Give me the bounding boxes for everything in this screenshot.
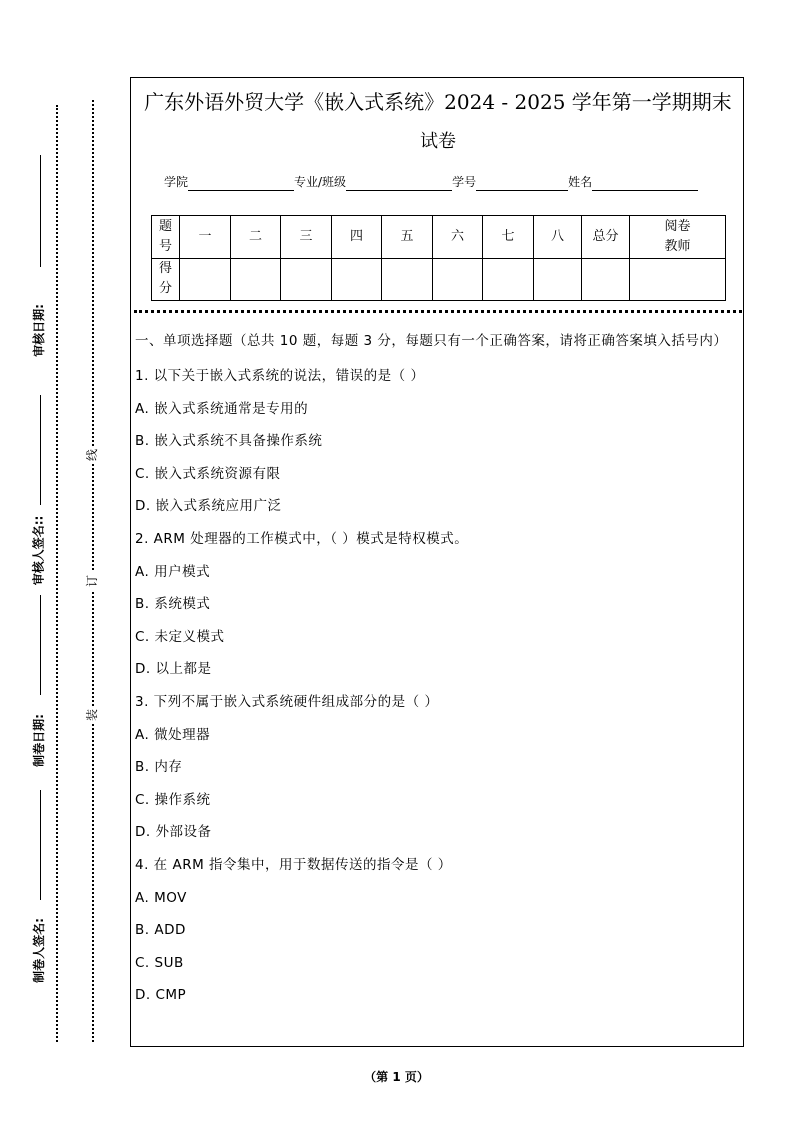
q4-option-a: A. MOV: [135, 889, 187, 906]
separator-dotted: [134, 310, 742, 313]
q1-option-d: D. 嵌入式系统应用广泛: [135, 498, 282, 515]
row-label-score: 得分: [152, 258, 180, 301]
q4-option-d: D. CMP: [135, 987, 187, 1004]
score-cell-total[interactable]: [582, 258, 630, 301]
student-info-row: [164, 173, 724, 191]
student-id-field[interactable]: [476, 176, 568, 191]
q2-option-b: B. 系统模式: [135, 596, 211, 613]
score-cell-7[interactable]: [483, 258, 534, 301]
row-label-question-no: 题号: [152, 216, 180, 259]
make-signature-line: [40, 790, 41, 900]
question-1: 1. 以下关于嵌入式系统的说法，错误的是（ ）: [135, 368, 425, 384]
score-cell-3[interactable]: [281, 258, 332, 301]
exam-subtitle: 试卷: [420, 131, 456, 152]
binding-char-ding: 订: [83, 572, 101, 590]
col-4: 四: [332, 216, 382, 259]
major-class-label: 专业/班级: [294, 175, 347, 189]
col-reviewer: [630, 216, 726, 259]
review-signature-line: [40, 395, 41, 505]
q4-option-c: C. SUB: [135, 954, 184, 971]
review-signature-label: 审核人签名::: [31, 515, 46, 585]
reviewer-line1: 阅卷: [664, 218, 691, 234]
q1-option-a: A. 嵌入式系统通常是专用的: [135, 400, 309, 417]
col-8: 八: [534, 216, 582, 259]
col-2: 二: [231, 216, 281, 259]
score-cell-6[interactable]: [433, 258, 483, 301]
section-1-title: 一、单项选择题（总共 10 题，每题 3 分，每题只有一个正确答案，请将正确答案填入括号内）: [135, 333, 728, 349]
q3-option-d: D. 外部设备: [135, 824, 212, 841]
col-total: 总分: [582, 216, 630, 259]
q3-option-a: A. 微处理器: [135, 726, 211, 743]
question-4: 4. 在 ARM 指令集中，用于数据传送的指令是（ ）: [135, 856, 452, 873]
question-3: 3. 下列不属于嵌入式系统硬件组成部分的是（ ）: [135, 693, 439, 710]
score-table-score-row: [152, 258, 726, 301]
exam-title: 广东外语外贸大学《嵌入式系统》2024 - 2025 学年第一学期期末: [144, 90, 732, 114]
reviewer-line2: 教师: [664, 238, 691, 254]
major-class-field[interactable]: [346, 176, 452, 191]
col-3: 三: [281, 216, 332, 259]
q1-option-c: C. 嵌入式系统资源有限: [135, 465, 281, 482]
col-6: 六: [433, 216, 483, 259]
q3-option-c: C. 操作系统: [135, 791, 211, 808]
score-cell-2[interactable]: [231, 258, 281, 301]
make-signature-label: 制卷人签名:: [31, 917, 46, 983]
review-date-line: [40, 155, 41, 267]
score-cell-8[interactable]: [534, 258, 582, 301]
cut-line-outer: [56, 105, 58, 1042]
binding-char-zhuang: 装: [83, 706, 101, 724]
exam-content: [135, 330, 739, 1012]
make-date-line: [40, 595, 41, 695]
q4-option-b: B. ADD: [135, 922, 186, 939]
q3-option-b: B. 内存: [135, 759, 183, 776]
name-label: 姓名: [568, 175, 593, 189]
q2-option-a: A. 用户模式: [135, 563, 211, 580]
score-table: [151, 215, 726, 301]
score-cell-4[interactable]: [332, 258, 382, 301]
score-cell-5[interactable]: [382, 258, 433, 301]
q2-option-c: C. 未定义模式: [135, 628, 225, 645]
col-7: 七: [483, 216, 534, 259]
name-field[interactable]: [592, 176, 698, 191]
cut-line-inner: [92, 100, 94, 1042]
college-field[interactable]: [188, 176, 294, 191]
q1-option-b: B. 嵌入式系统不具备操作系统: [135, 433, 323, 450]
question-2: 2. ARM 处理器的工作模式中，（ ）模式是特权模式。: [135, 530, 469, 547]
score-cell-reviewer[interactable]: [630, 258, 726, 301]
page-number: （第 1 页）: [364, 1070, 429, 1084]
col-1: 一: [180, 216, 231, 259]
q2-option-d: D. 以上都是: [135, 661, 212, 678]
col-5: 五: [382, 216, 433, 259]
student-id-label: 学号: [452, 175, 477, 189]
review-date-label: 审核日期:: [31, 303, 46, 357]
college-label: 学院: [164, 175, 189, 189]
score-table-header-row: [152, 216, 726, 259]
make-date-label: 制卷日期:: [31, 713, 46, 767]
score-cell-1[interactable]: [180, 258, 231, 301]
binding-char-xian: 线: [83, 446, 101, 464]
